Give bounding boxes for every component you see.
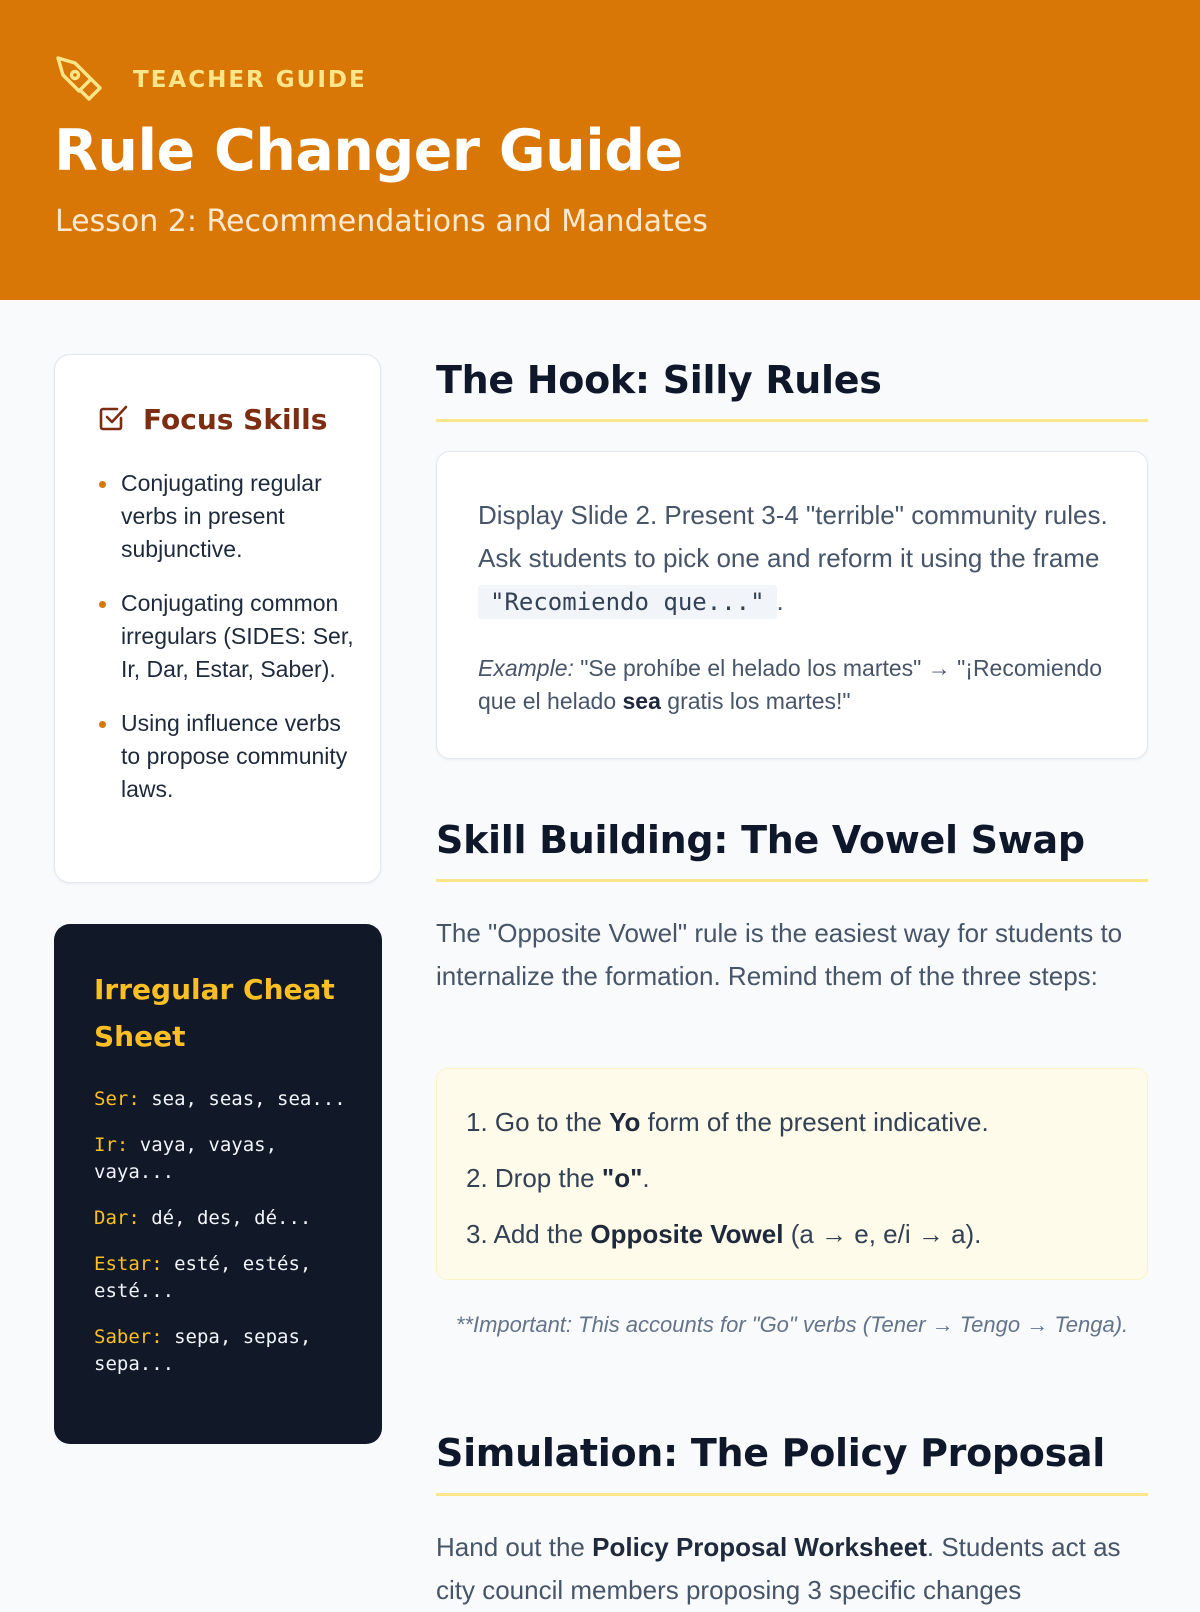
list-item bbox=[466, 1206, 989, 1262]
example-label: Example: bbox=[478, 655, 574, 681]
step-text: . bbox=[642, 1163, 650, 1193]
list-item bbox=[94, 1205, 349, 1232]
hook-instructions bbox=[478, 494, 1113, 624]
list-item: Using influence verbs to propose community laws. bbox=[97, 707, 359, 806]
list-item bbox=[94, 1324, 349, 1378]
example-text-before: "Se prohíbe el helado los martes" → "¡Recomiendo que el helado bbox=[478, 655, 1103, 714]
step-text: 2. Drop the bbox=[466, 1163, 595, 1193]
list-item bbox=[466, 1150, 989, 1206]
list-item bbox=[94, 1086, 349, 1113]
list-item bbox=[94, 1251, 349, 1305]
list-item: Conjugating common irregulars (SIDES: Ser, Ir, Dar, Estar, Saber). bbox=[97, 587, 359, 686]
focus-skills-title: Focus Skills bbox=[143, 403, 328, 436]
simulation-text-after: . Students act as city council members proposing 3 specific changes bbox=[436, 1532, 1121, 1605]
section-divider bbox=[436, 419, 1148, 422]
step-bold: Opposite Vowel bbox=[590, 1219, 784, 1249]
pen-nib-icon bbox=[55, 55, 105, 105]
verb-forms: sea, seas, sea... bbox=[151, 1088, 346, 1110]
verb-label: Saber: bbox=[94, 1326, 163, 1348]
eyebrow bbox=[55, 55, 367, 105]
cheat-sheet-card bbox=[54, 924, 382, 1444]
verb-label: Dar: bbox=[94, 1207, 140, 1229]
hook-card bbox=[436, 451, 1148, 759]
list-item bbox=[466, 1094, 989, 1150]
verb-forms: sepa, sepas, sepa... bbox=[94, 1326, 312, 1375]
focus-skills-card bbox=[54, 354, 381, 883]
simulation-text-before: Hand out the bbox=[436, 1532, 585, 1562]
section-heading-hook: The Hook: Silly Rules bbox=[436, 358, 882, 402]
focus-skills-heading bbox=[97, 401, 327, 438]
example-text-after: gratis los martes!" bbox=[667, 688, 851, 714]
code-snippet: "Recomiendo que..." bbox=[478, 585, 777, 619]
verb-label: Estar: bbox=[94, 1253, 163, 1275]
hook-text-after: . bbox=[776, 586, 784, 616]
section-divider bbox=[436, 879, 1148, 882]
cheat-sheet-list bbox=[94, 1086, 349, 1397]
example-bold: sea bbox=[622, 688, 661, 714]
page-header bbox=[0, 0, 1200, 300]
step-text: 3. Add the bbox=[466, 1219, 584, 1249]
hook-text-before: Display Slide 2. Present 3-4 "terrible" community rules. Ask students to pick one and reform it using the frame bbox=[478, 500, 1108, 573]
checkbox-icon bbox=[97, 401, 129, 438]
hook-example bbox=[478, 652, 1113, 718]
list-item bbox=[94, 1132, 349, 1186]
skill-building-intro: The "Opposite Vowel" rule is the easiest way for students to internalize the formation. Remind them of the three steps: bbox=[436, 918, 1123, 991]
step-bold: Yo bbox=[609, 1107, 641, 1137]
verb-forms: dé, des, dé... bbox=[151, 1207, 312, 1229]
page-subtitle: Lesson 2: Recommendations and Mandates bbox=[55, 204, 708, 239]
verb-label: Ir: bbox=[94, 1134, 129, 1156]
page-title: Rule Changer Guide bbox=[54, 118, 683, 184]
list-item: Conjugating regular verbs in present subjunctive. bbox=[97, 467, 359, 566]
section-divider bbox=[436, 1493, 1148, 1496]
step-text: (a → e, e/i → a). bbox=[790, 1219, 982, 1249]
cheat-sheet-title: Irregular Cheat Sheet bbox=[94, 973, 335, 1053]
simulation-text bbox=[436, 1526, 1148, 1612]
section-heading-simulation: Simulation: The Policy Proposal bbox=[436, 1431, 1105, 1475]
eyebrow-label: TEACHER GUIDE bbox=[133, 67, 367, 93]
verb-forms: esté, estés, esté... bbox=[94, 1253, 312, 1302]
step-text: form of the present indicative. bbox=[647, 1107, 989, 1137]
verb-forms: vaya, vayas, vaya... bbox=[94, 1134, 278, 1183]
important-note: **Important: This accounts for "Go" verbs (Tener → Tengo → Tenga). bbox=[455, 1312, 1129, 1337]
focus-skills-list bbox=[97, 467, 359, 827]
verb-label: Ser: bbox=[94, 1088, 140, 1110]
step-bold: "o" bbox=[601, 1163, 643, 1193]
section-heading-skill-building: Skill Building: The Vowel Swap bbox=[436, 818, 1085, 862]
worksheet-name: Policy Proposal Worksheet bbox=[592, 1532, 927, 1562]
steps-box bbox=[436, 1068, 1148, 1280]
step-text: 1. Go to the bbox=[466, 1107, 602, 1137]
steps-list bbox=[466, 1094, 989, 1262]
